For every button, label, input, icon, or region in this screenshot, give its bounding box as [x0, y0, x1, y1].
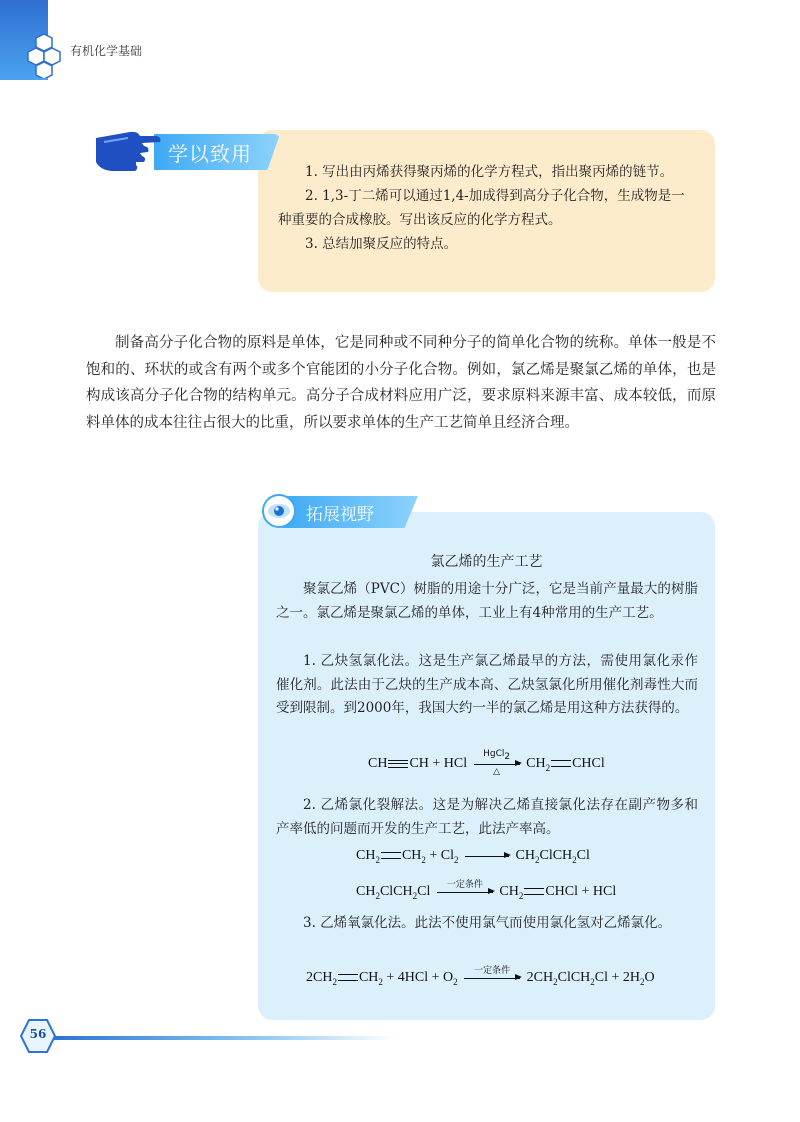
double-bond: [338, 974, 358, 981]
extend-section-tab: [260, 494, 420, 530]
extend-method-1: 1. 乙炔氢氯化法。这是生产氯乙烯最早的方法，需使用氯化汞作催化剂。此法由于乙炔的生产成本高、乙炔氢氯化所用催化剂毒性大而受到限制。到2000年，我国大约一半的氯乙烯是用这种方法获得的。: [276, 653, 698, 716]
double-bond: [524, 888, 544, 895]
extend-section-label: 拓展视野: [306, 505, 374, 525]
list-item: 1. 写出由丙烯获得聚丙烯的化学方程式，指出聚丙烯的链节。: [305, 164, 674, 180]
page-number: 56: [29, 1027, 47, 1041]
reaction-arrow: HgCl$_2$ △: [474, 762, 520, 765]
triple-bond: [388, 760, 408, 768]
list-item: 3. 总结加聚反应的特点。: [305, 236, 458, 252]
apply-section-label: 学以致用: [168, 142, 252, 166]
reaction-arrow: 一定条件: [437, 890, 493, 893]
double-bond: [551, 760, 571, 767]
footer-line: [54, 1036, 394, 1040]
equation-1: CH CH + HCl HgCl$_2$ △ $CH_2$ CHCl: [368, 749, 605, 777]
book-title: 有机化学基础: [70, 44, 143, 58]
equation-3: $CH_2ClCH_2Cl$ 一定条件 $CH_2$ CHCl + HCl: [356, 880, 617, 901]
reaction-arrow: 一定条件: [464, 976, 520, 979]
reaction-arrow: [465, 854, 509, 857]
apply-question-list: [278, 160, 698, 256]
extend-method-2: 2. 乙烯氯化裂解法。这是为解决乙烯直接氯化法存在副产物多和产率低的问题而开发的生产工艺，此法产率高。: [276, 797, 698, 837]
extend-method-3: 3. 乙烯氧氯化法。此法不使用氯气而使用氯化氢对乙烯氯化。: [303, 915, 672, 931]
extend-heading: 氯乙烯的生产工艺: [430, 554, 543, 570]
hexagon-logo-icon: [24, 30, 68, 78]
apply-section-tab: [90, 118, 286, 176]
extend-intro: 聚氯乙烯（PVC）树脂的用途十分广泛，它是当前产量最大的树脂之一。氯乙烯是聚氯乙烯的单体，工业上有4种常用的生产工艺。: [276, 581, 698, 621]
equation-2: $CH_2$ $CH_2 + Cl_2$ $CH_2ClCH_2Cl$: [356, 848, 590, 865]
equation-4: $2CH_2$ $CH_2 + 4HCl + O_2$ 一定条件 $2CH_2ClCH_2Cl + 2H_2O$: [306, 966, 655, 987]
pointing-hand-icon: [90, 118, 164, 176]
double-bond: [381, 852, 401, 859]
main-paragraph: 制备高分子化合物的原料是单体，它是同种或不同种分子的简单化合物的统称。单体一般是不饱和的、环状的或含有两个或多个官能团的小分子化合物。例如，氯乙烯是聚氯乙烯的单体，也是构成该高分子化合物的结构单元。高分子合成材料应用广泛，要求原料来源丰富、成本较低，而原料单体的成本往往占很大的比重，所以要求单体的生产工艺简单且经济合理。: [86, 335, 716, 431]
list-item: 2. 1,3-丁二烯可以通过1,4-加成得到高分子化合物，生成物是一种重要的合成橡胶。写出该反应的化学方程式。: [278, 188, 685, 228]
eye-icon: [262, 494, 296, 528]
